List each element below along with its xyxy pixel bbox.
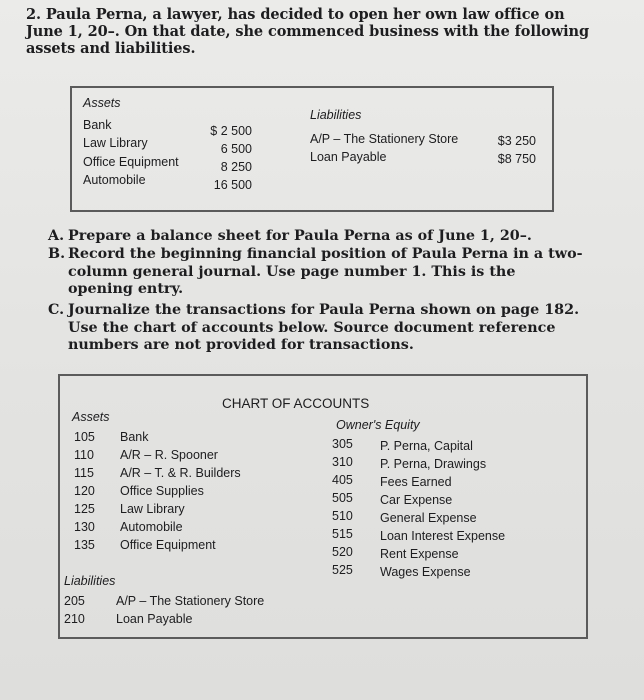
question-text: Record the beginning financial position of Paula Perna in a two-column general journal. Use page number 1. This is the opening entry. [68, 246, 583, 297]
liability-name: Loan Payable [310, 150, 387, 164]
asset-amount: 16 500 [213, 178, 252, 192]
account-name: Wages Expense [380, 565, 471, 579]
account-name: A/P – The Stationery Store [116, 594, 265, 608]
account-number: 310 [332, 455, 353, 469]
account-number: 110 [74, 448, 94, 462]
account-number: 525 [332, 563, 353, 577]
account-number: 105 [74, 430, 95, 444]
asset-amount: 8 250 [220, 160, 252, 174]
account-name: Office Equipment [120, 538, 216, 552]
assets-heading: Assets [83, 96, 121, 110]
account-name: P. Perna, Drawings [380, 457, 487, 471]
account-number: 405 [332, 473, 353, 487]
chart-liabilities-heading: Liabilities [64, 574, 116, 588]
account-number: 510 [332, 509, 353, 523]
account-number: 135 [74, 538, 95, 552]
account-name: A/R – T. & R. Builders [120, 466, 241, 480]
question-letter: B. [48, 246, 66, 262]
question-b [48, 246, 588, 300]
account-name: P. Perna, Capital [380, 439, 473, 453]
chart-assets-heading: Assets [72, 410, 110, 424]
question-letter: A. [48, 228, 65, 244]
account-name: Bank [120, 430, 149, 444]
asset-name: Automobile [83, 173, 146, 187]
account-name: Law Library [120, 502, 185, 516]
account-name: Automobile [120, 520, 183, 534]
account-name: General Expense [380, 511, 477, 525]
account-name: Car Expense [380, 493, 453, 507]
question-letter: C. [48, 302, 65, 318]
account-number: 305 [332, 437, 353, 451]
question-a [48, 228, 588, 246]
account-number: 130 [74, 520, 95, 534]
account-number: 115 [74, 466, 94, 480]
asset-name: Bank [83, 118, 112, 132]
account-number: 210 [64, 612, 85, 626]
liability-amount: $8 750 [497, 152, 536, 166]
account-number: 515 [332, 527, 353, 541]
asset-amount: $ 2 500 [210, 124, 252, 138]
liability-name: A/P – The Stationery Store [310, 132, 459, 146]
account-number: 120 [74, 484, 95, 498]
account-number: 205 [64, 594, 85, 608]
liability-amount: $3 250 [497, 134, 536, 148]
account-number: 520 [332, 545, 353, 559]
question-c [48, 302, 588, 356]
chart-of-accounts-box [58, 374, 588, 639]
problem-text: Paula Perna, a lawyer, has decided to open her own law office on June 1, 20–. On that date, she commenced business with the following assets and liabilities. [26, 6, 590, 57]
question-text: Prepare a balance sheet for Paula Perna as of June 1, 20–. [68, 228, 532, 244]
liabilities-heading: Liabilities [310, 108, 362, 122]
opening-balances-box [70, 86, 554, 212]
chart-title: CHART OF ACCOUNTS [222, 396, 370, 411]
asset-name: Law Library [83, 136, 148, 150]
asset-name: Office Equipment [83, 155, 179, 169]
account-name: Loan Payable [116, 612, 193, 626]
account-name: Loan Interest Expense [380, 529, 506, 543]
asset-amount: 6 500 [220, 142, 252, 156]
account-number: 505 [332, 491, 353, 505]
account-number: 125 [74, 502, 95, 516]
question-text: Journalize the transactions for Paula Perna shown on page 182. Use the chart of accounts below. Source document reference numbers are not provided for transactions. [68, 302, 580, 353]
problem-statement [26, 6, 596, 57]
account-name: Rent Expense [380, 547, 459, 561]
account-name: A/R – R. Spooner [120, 448, 218, 462]
chart-equity-heading: Owner's Equity [336, 418, 420, 432]
problem-number: 2. [26, 6, 41, 23]
account-name: Office Supplies [120, 484, 204, 498]
account-name: Fees Earned [380, 475, 452, 489]
